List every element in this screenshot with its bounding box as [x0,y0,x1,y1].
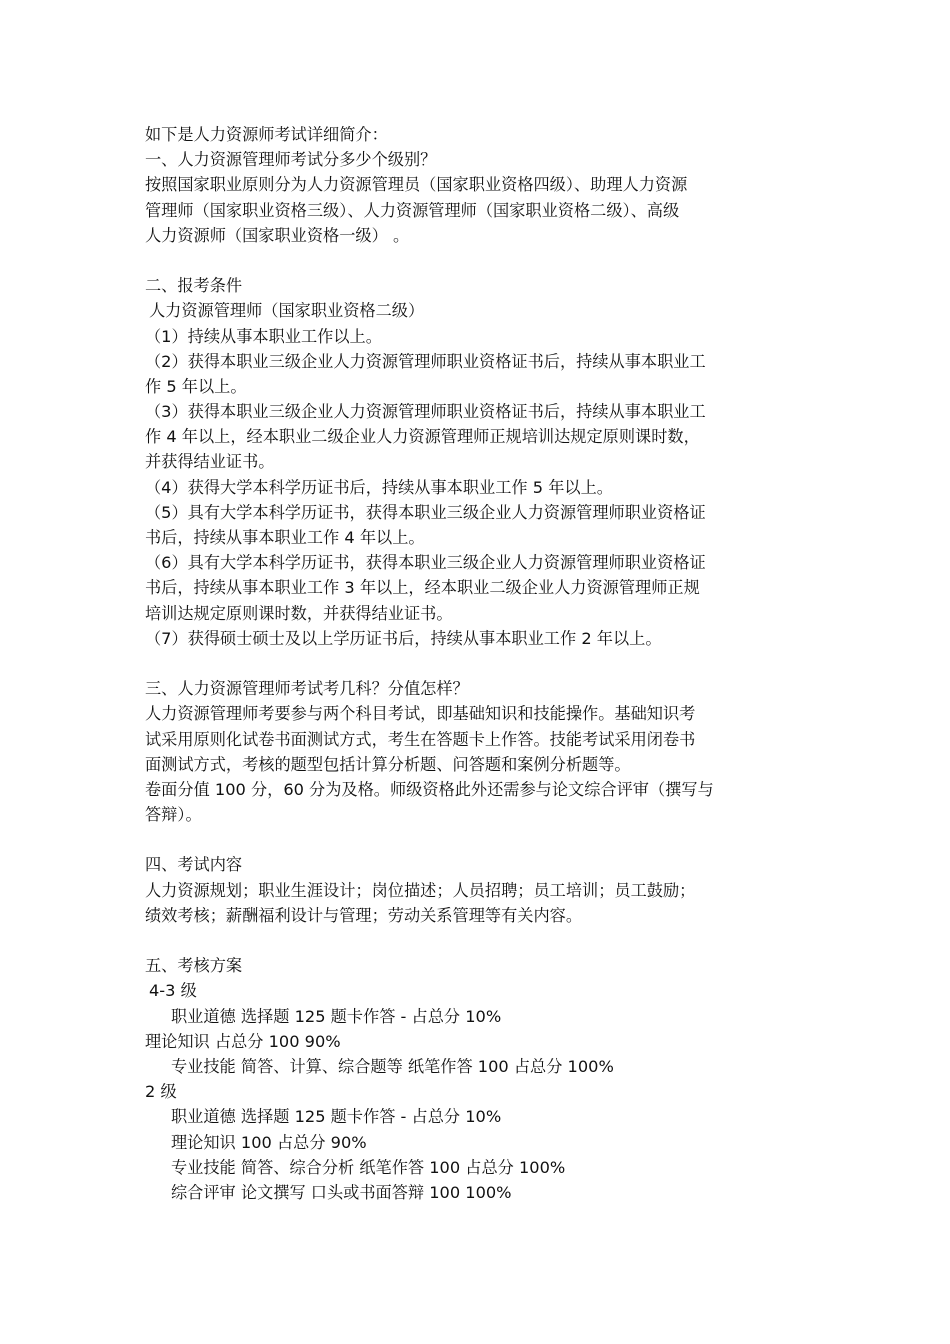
spacer [145,928,815,953]
spacer [145,827,815,852]
section-1-title: 一、人力资源管理师考试分多少个级别？ [145,150,437,170]
section-4-text: 人力资源规划；职业生涯设计；岗位描述；人员招聘；员工培训；员工鼓励； [145,880,696,900]
condition-item: （4）获得大学本科学历证书后，持续从事本职业工作 5 年以上。 [145,477,613,497]
condition-item: （5）具有大学本科学历证书，获得本职业三级企业人力资源管理师职业资格证 [145,502,706,522]
assessment-row: 专业技能 简答、计算、综合题等 纸笔作答 100 占总分 100% [171,1056,614,1076]
section-1-text: 人力资源师（国家职业资格一级） 。 [145,225,410,245]
assessment-row: 理论知识 占总分 100 90% [145,1031,341,1051]
level-label: 4-3 级 [149,981,197,1001]
section-2-subtitle: 人力资源管理师（国家职业资格二级） [149,301,425,321]
intro-line: 如下是人力资源师考试详细简介： [145,125,388,144]
level-label: 2 级 [145,1082,177,1102]
section-3-title: 三、人力资源管理师考试考几科？分值怎样？ [145,679,469,699]
section-3-text: 面测试方式，考核的题型包括计算分析题、问答题和案例分析题等。 [145,754,631,774]
section-2-title: 二、报考条件 [145,276,243,296]
condition-item: 书后，持续从事本职业工作 3 年以上，经本职业二级企业人力资源管理师正规 [145,578,700,598]
condition-item: 培训达规定原则课时数，并获得结业证书。 [145,603,453,623]
spacer [145,248,815,273]
assessment-row: 专业技能 简答、综合分析 纸笔作答 100 占总分 100% [171,1157,566,1177]
condition-item: （3）获得本职业三级企业人力资源管理师职业资格证书后，持续从事本职业工 [145,402,706,422]
condition-item: 书后，持续从事本职业工作 4 年以上。 [145,528,425,547]
spacer [145,651,815,676]
section-1-text: 按照国家职业原则分为人力资源管理员（国家职业资格四级）、助理人力资源 [145,175,688,195]
condition-item: 作 4 年以上，经本职业二级企业人力资源管理师正规培训达规定原则课时数， [145,427,700,447]
assessment-row: 职业道德 选择题 125 题卡作答 - 占总分 10% [171,1006,502,1026]
condition-item: （6）具有大学本科学历证书，获得本职业三级企业人力资源管理师职业资格证 [145,553,706,573]
condition-item: （1）持续从事本职业工作以上。 [145,326,382,346]
condition-item: （2）获得本职业三级企业人力资源管理师职业资格证书后，持续从事本职业工 [145,351,706,371]
assessment-row: 综合评审 论文撰写 口头或书面答辩 100 100% [171,1182,512,1202]
assessment-row: 理论知识 100 占总分 90% [171,1132,367,1152]
section-5-title: 五、考核方案 [145,956,243,976]
condition-item: 并获得结业证书。 [145,452,275,472]
section-3-text: 卷面分值 100 分，60 分为及格。师级资格此外还需参与论文综合评审（撰写与 [145,779,714,799]
section-3-text: 试采用原则化试卷书面测试方式，考生在答题卡上作答。技能考试采用闭卷书 [145,729,696,749]
condition-item: 作 5 年以上。 [145,376,247,396]
section-4-text: 绩效考核；薪酬福利设计与管理；劳动关系管理等有关内容。 [145,905,583,925]
assessment-row: 职业道德 选择题 125 题卡作答 - 占总分 10% [171,1107,502,1127]
condition-item: （7）获得硕士硕士及以上学历证书后，持续从事本职业工作 2 年以上。 [145,628,662,648]
document-page [145,122,815,1205]
section-4-title: 四、考试内容 [145,855,243,875]
section-3-text: 答辩）。 [145,805,202,825]
section-3-text: 人力资源管理师考要参与两个科目考试，即基础知识和技能操作。基础知识考 [145,704,696,724]
section-1-text: 管理师（国家职业资格三级）、人力资源管理师（国家职业资格二级）、高级 [145,200,680,220]
